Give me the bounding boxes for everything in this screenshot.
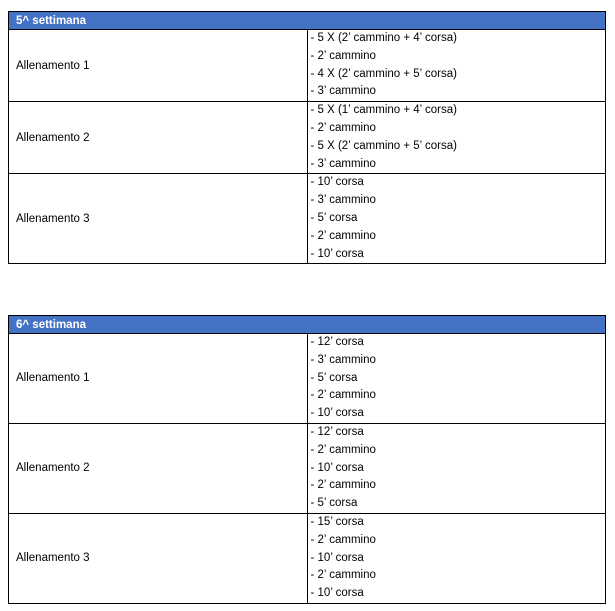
step-item: - 2’ cammino	[310, 121, 376, 134]
step-item: - 5’ corsa	[310, 497, 358, 510]
step-item: - 5 X (2’ cammino + 5’ corsa)	[310, 139, 457, 152]
week-5-title: 5^ settimana	[9, 12, 606, 30]
step-item: - 2’ cammino	[310, 389, 376, 402]
step-item: - 3’ cammino	[310, 85, 376, 98]
session-steps	[307, 102, 606, 174]
session-label: Allenamento 1	[9, 30, 308, 102]
step-item: - 2’ cammino	[310, 49, 376, 62]
session-label: Allenamento 3	[9, 513, 308, 603]
session-label: Allenamento 2	[9, 423, 308, 513]
step-item: - 2’ cammino	[310, 479, 376, 492]
step-item: - 2’ cammino	[310, 533, 376, 546]
step-item: - 5’ corsa	[310, 371, 358, 384]
table-row	[9, 102, 606, 174]
week-6-table	[8, 315, 606, 604]
session-steps	[307, 30, 606, 102]
step-item: - 10’ corsa	[310, 551, 364, 564]
session-label: Allenamento 2	[9, 102, 308, 174]
step-item: - 5’ corsa	[310, 211, 358, 224]
week-6-title: 6^ settimana	[9, 316, 606, 334]
table-row	[9, 334, 606, 424]
week-header-row	[9, 12, 606, 30]
step-item: - 10’ corsa	[310, 461, 364, 474]
step-item: - 2’ cammino	[310, 443, 376, 456]
session-steps	[307, 174, 606, 264]
step-item: - 5 X (1’ cammino + 4’ corsa)	[310, 104, 457, 117]
session-label: Allenamento 1	[9, 334, 308, 424]
step-item: - 4 X (2’ cammino + 5’ corsa)	[310, 67, 457, 80]
session-steps	[307, 423, 606, 513]
table-row	[9, 513, 606, 603]
session-steps	[307, 513, 606, 603]
step-item: - 5 X (2’ cammino + 4’ corsa)	[310, 32, 457, 44]
table-row	[9, 30, 606, 102]
table-row	[9, 423, 606, 513]
step-item: - 2’ cammino	[310, 569, 376, 582]
step-item: - 15’ corsa	[310, 515, 364, 528]
step-item: - 12’ corsa	[310, 336, 364, 348]
step-item: - 3’ cammino	[310, 353, 376, 366]
table-row	[9, 174, 606, 264]
step-item: - 10’ corsa	[310, 176, 364, 189]
step-item: - 3’ cammino	[310, 194, 376, 207]
step-item: - 3’ cammino	[310, 157, 376, 170]
step-item: - 2’ cammino	[310, 229, 376, 242]
week-5-table	[8, 11, 606, 264]
step-item: - 12’ corsa	[310, 425, 364, 438]
session-label: Allenamento 3	[9, 174, 308, 264]
step-item: - 10’ corsa	[310, 587, 364, 600]
step-item: - 10’ corsa	[310, 247, 364, 260]
session-steps	[307, 334, 606, 424]
week-header-row	[9, 316, 606, 334]
step-item: - 10’ corsa	[310, 407, 364, 420]
